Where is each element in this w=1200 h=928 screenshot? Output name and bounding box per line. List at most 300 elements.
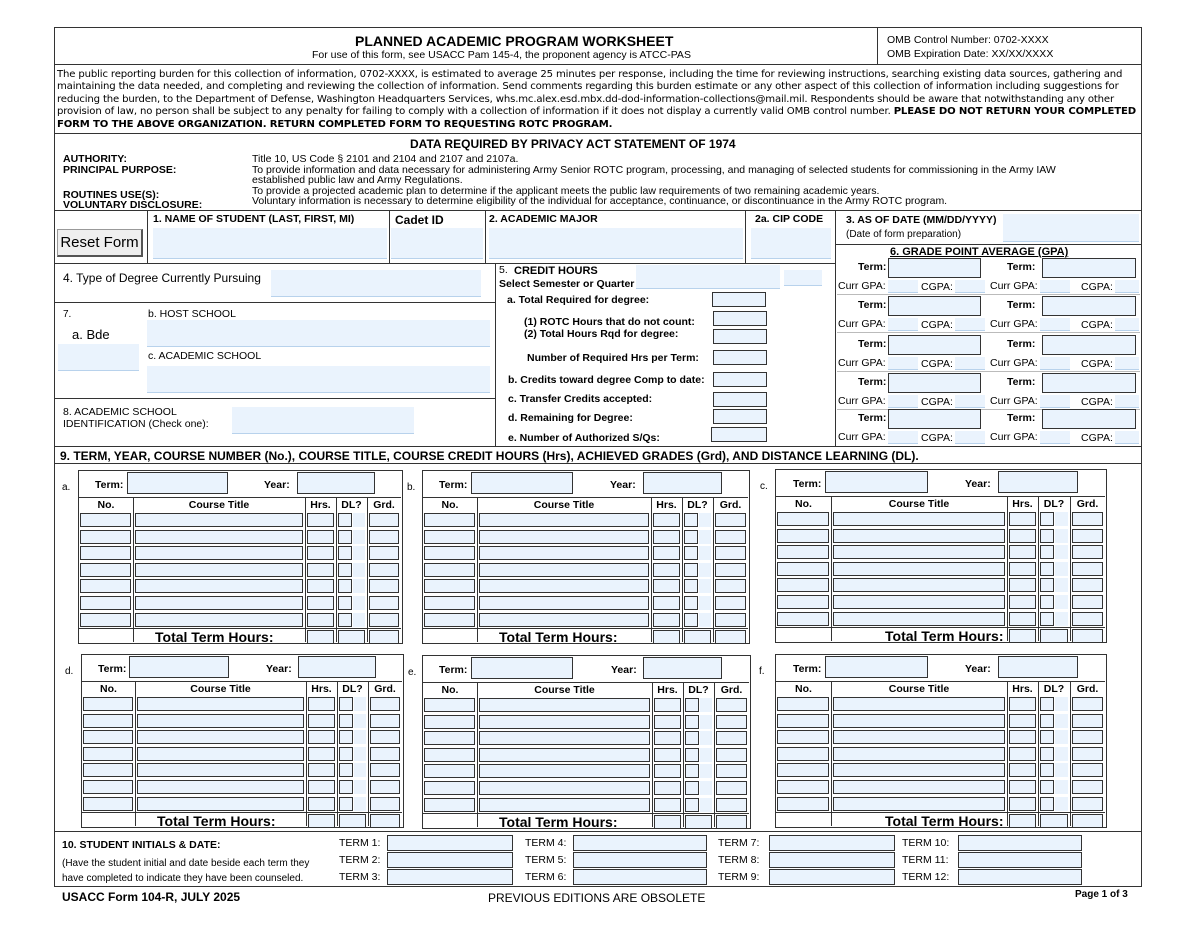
total-grade-input[interactable] [1072, 629, 1103, 643]
total-grade-input[interactable] [370, 814, 400, 828]
total-hours-input[interactable] [653, 630, 680, 644]
curr-gpa-input-1-2[interactable] [1040, 280, 1070, 293]
term-input-b[interactable] [471, 472, 573, 494]
year-input-f[interactable] [998, 656, 1078, 678]
host-school-input[interactable] [147, 320, 490, 347]
gpa-term-input-5-2[interactable] [1042, 409, 1136, 429]
dl-checkbox[interactable] [339, 747, 353, 761]
course-number-input[interactable] [777, 714, 829, 728]
course-number-input[interactable] [777, 797, 829, 811]
term-12-initials-input[interactable] [958, 869, 1082, 885]
course-title-input[interactable] [135, 530, 303, 544]
course-grade-input[interactable] [369, 530, 399, 544]
total-dl-input[interactable] [684, 630, 711, 644]
dl-checkbox[interactable] [684, 546, 698, 560]
dl-checkbox[interactable] [339, 697, 353, 711]
dl-checkbox[interactable] [684, 613, 698, 627]
dl-field[interactable] [353, 563, 365, 577]
dl-field[interactable] [700, 698, 712, 712]
cgpa-input-4-2[interactable] [1115, 395, 1139, 408]
course-title-input[interactable] [479, 764, 650, 778]
course-number-input[interactable] [424, 546, 475, 560]
gpa-term-input-3-2[interactable] [1042, 335, 1136, 355]
total-grade-input[interactable] [716, 815, 747, 829]
dl-checkbox[interactable] [1040, 780, 1054, 794]
course-grade-input[interactable] [369, 563, 399, 577]
term-11-initials-input[interactable] [958, 852, 1082, 868]
course-hours-input[interactable] [1009, 697, 1036, 711]
gpa-term-input-1-2[interactable] [1042, 258, 1136, 278]
cgpa-input-5-2[interactable] [1115, 431, 1139, 444]
dl-checkbox[interactable] [684, 579, 698, 593]
dl-field[interactable] [1055, 747, 1068, 761]
course-grade-input[interactable] [370, 714, 400, 728]
curr-gpa-input-1-1[interactable] [888, 280, 918, 293]
dl-checkbox[interactable] [1040, 595, 1054, 609]
course-hours-input[interactable] [1009, 578, 1036, 592]
course-number-input[interactable] [83, 730, 133, 744]
course-hours-input[interactable] [654, 715, 681, 729]
semester-quarter-extra-input[interactable] [784, 270, 822, 286]
course-hours-input[interactable] [307, 613, 334, 627]
remaining-degree-input[interactable] [713, 409, 767, 424]
course-grade-input[interactable] [370, 780, 400, 794]
course-hours-input[interactable] [307, 596, 334, 610]
year-input-c[interactable] [998, 471, 1078, 493]
dl-field[interactable] [353, 579, 365, 593]
dl-field[interactable] [699, 563, 711, 577]
course-number-input[interactable] [424, 698, 475, 712]
total-grade-input[interactable] [369, 630, 399, 644]
course-title-input[interactable] [833, 529, 1005, 543]
cgpa-input-1-1[interactable] [955, 280, 985, 293]
total-hours-input[interactable] [307, 630, 334, 644]
gpa-term-input-4-1[interactable] [888, 373, 981, 393]
dl-checkbox[interactable] [338, 596, 352, 610]
dl-checkbox[interactable] [1040, 529, 1054, 543]
course-hours-input[interactable] [307, 513, 334, 527]
curr-gpa-input-4-2[interactable] [1040, 395, 1070, 408]
course-number-input[interactable] [424, 579, 475, 593]
total-required-input[interactable] [712, 292, 766, 307]
course-title-input[interactable] [479, 698, 650, 712]
dl-field[interactable] [700, 781, 712, 795]
term-10-initials-input[interactable] [958, 835, 1082, 851]
course-grade-input[interactable] [715, 546, 746, 560]
course-title-input[interactable] [135, 546, 303, 560]
course-number-input[interactable] [777, 562, 829, 576]
cgpa-input-3-1[interactable] [955, 357, 985, 370]
dl-field[interactable] [1055, 697, 1068, 711]
course-title-input[interactable] [135, 513, 303, 527]
course-number-input[interactable] [83, 714, 133, 728]
course-title-input[interactable] [479, 731, 650, 745]
gpa-term-input-5-1[interactable] [888, 409, 981, 429]
course-title-input[interactable] [833, 714, 1005, 728]
dl-field[interactable] [1055, 730, 1068, 744]
course-grade-input[interactable] [370, 697, 400, 711]
year-input-b[interactable] [643, 472, 722, 494]
course-number-input[interactable] [777, 747, 829, 761]
dl-field[interactable] [700, 764, 712, 778]
course-hours-input[interactable] [654, 764, 681, 778]
course-hours-input[interactable] [1009, 562, 1036, 576]
course-grade-input[interactable] [369, 513, 399, 527]
total-grade-input[interactable] [715, 630, 746, 644]
degree-type-input[interactable] [271, 270, 481, 297]
semester-quarter-select[interactable] [636, 265, 780, 289]
course-grade-input[interactable] [370, 797, 400, 811]
dl-field[interactable] [1055, 578, 1068, 592]
gpa-term-input-2-2[interactable] [1042, 296, 1136, 316]
course-hours-input[interactable] [308, 797, 335, 811]
course-number-input[interactable] [424, 764, 475, 778]
dl-field[interactable] [354, 747, 366, 761]
dl-field[interactable] [1055, 529, 1068, 543]
course-grade-input[interactable] [1072, 797, 1103, 811]
term-9-initials-input[interactable] [769, 869, 895, 885]
course-hours-input[interactable] [1009, 612, 1036, 626]
course-number-input[interactable] [80, 613, 131, 627]
course-title-input[interactable] [135, 563, 303, 577]
total-hours-rqd-input[interactable] [713, 329, 767, 344]
course-grade-input[interactable] [715, 513, 746, 527]
dl-field[interactable] [1055, 797, 1068, 811]
cgpa-input-3-2[interactable] [1115, 357, 1139, 370]
course-hours-input[interactable] [308, 730, 335, 744]
course-grade-input[interactable] [1072, 545, 1103, 559]
course-grade-input[interactable] [715, 613, 746, 627]
course-hours-input[interactable] [1009, 512, 1036, 526]
term-input-c[interactable] [825, 471, 928, 493]
course-hours-input[interactable] [308, 780, 335, 794]
curr-gpa-input-3-2[interactable] [1040, 357, 1070, 370]
course-hours-input[interactable] [654, 781, 681, 795]
course-hours-input[interactable] [1009, 763, 1036, 777]
course-grade-input[interactable] [716, 764, 747, 778]
total-hours-input[interactable] [654, 815, 681, 829]
dl-checkbox[interactable] [1040, 545, 1054, 559]
course-title-input[interactable] [135, 579, 303, 593]
course-grade-input[interactable] [716, 798, 747, 812]
student-name-input[interactable] [153, 228, 387, 259]
cgpa-input-2-2[interactable] [1115, 318, 1139, 331]
dl-checkbox[interactable] [685, 698, 699, 712]
course-grade-input[interactable] [1072, 714, 1103, 728]
dl-checkbox[interactable] [338, 546, 352, 560]
bde-input[interactable] [58, 344, 139, 371]
course-hours-input[interactable] [653, 613, 680, 627]
course-hours-input[interactable] [654, 798, 681, 812]
dl-checkbox[interactable] [339, 763, 353, 777]
course-title-input[interactable] [833, 697, 1005, 711]
course-number-input[interactable] [83, 697, 133, 711]
course-title-input[interactable] [479, 513, 649, 527]
dl-field[interactable] [1055, 612, 1068, 626]
course-number-input[interactable] [424, 798, 475, 812]
course-number-input[interactable] [80, 579, 131, 593]
dl-checkbox[interactable] [685, 731, 699, 745]
course-number-input[interactable] [83, 797, 133, 811]
course-number-input[interactable] [80, 513, 131, 527]
course-grade-input[interactable] [1072, 512, 1103, 526]
course-grade-input[interactable] [370, 763, 400, 777]
course-title-input[interactable] [833, 747, 1005, 761]
dl-checkbox[interactable] [339, 780, 353, 794]
total-hours-input[interactable] [1009, 629, 1036, 643]
course-number-input[interactable] [777, 763, 829, 777]
course-hours-input[interactable] [653, 513, 680, 527]
course-title-input[interactable] [833, 562, 1005, 576]
dl-checkbox[interactable] [685, 764, 699, 778]
dl-checkbox[interactable] [339, 714, 353, 728]
course-grade-input[interactable] [370, 730, 400, 744]
term-input-d[interactable] [129, 656, 229, 678]
dl-checkbox[interactable] [684, 563, 698, 577]
dl-checkbox[interactable] [338, 613, 352, 627]
dl-field[interactable] [1055, 595, 1068, 609]
dl-field[interactable] [353, 596, 365, 610]
course-number-input[interactable] [83, 763, 133, 777]
course-title-input[interactable] [137, 797, 304, 811]
transfer-credits-input[interactable] [713, 392, 767, 407]
dl-checkbox[interactable] [338, 579, 352, 593]
term-5-initials-input[interactable] [573, 852, 707, 868]
course-title-input[interactable] [135, 596, 303, 610]
dl-checkbox[interactable] [1040, 578, 1054, 592]
course-grade-input[interactable] [1072, 529, 1103, 543]
course-number-input[interactable] [424, 613, 475, 627]
cgpa-input-4-1[interactable] [955, 395, 985, 408]
course-hours-input[interactable] [1009, 730, 1036, 744]
dl-checkbox[interactable] [339, 797, 353, 811]
course-hours-input[interactable] [307, 530, 334, 544]
course-grade-input[interactable] [715, 530, 746, 544]
dl-checkbox[interactable] [1040, 697, 1054, 711]
total-dl-input[interactable] [1040, 814, 1068, 828]
course-hours-input[interactable] [654, 698, 681, 712]
course-title-input[interactable] [479, 781, 650, 795]
dl-checkbox[interactable] [1040, 512, 1054, 526]
term-input-e[interactable] [471, 657, 573, 679]
course-title-input[interactable] [137, 730, 304, 744]
course-number-input[interactable] [424, 781, 475, 795]
course-hours-input[interactable] [307, 563, 334, 577]
term-6-initials-input[interactable] [573, 869, 707, 885]
dl-checkbox[interactable] [339, 730, 353, 744]
gpa-term-input-1-1[interactable] [888, 258, 981, 278]
course-title-input[interactable] [479, 798, 650, 812]
dl-field[interactable] [354, 763, 366, 777]
course-number-input[interactable] [424, 715, 475, 729]
course-title-input[interactable] [479, 748, 650, 762]
cadet-id-input[interactable] [391, 228, 483, 259]
course-grade-input[interactable] [1072, 578, 1103, 592]
cgpa-input-2-1[interactable] [955, 318, 985, 331]
course-number-input[interactable] [777, 595, 829, 609]
term-4-initials-input[interactable] [573, 835, 707, 851]
course-number-input[interactable] [83, 780, 133, 794]
course-grade-input[interactable] [369, 546, 399, 560]
dl-field[interactable] [353, 513, 365, 527]
course-hours-input[interactable] [1009, 714, 1036, 728]
course-hours-input[interactable] [653, 579, 680, 593]
dl-field[interactable] [700, 748, 712, 762]
course-title-input[interactable] [833, 512, 1005, 526]
gpa-term-input-2-1[interactable] [888, 296, 981, 316]
total-dl-input[interactable] [1040, 629, 1068, 643]
course-title-input[interactable] [479, 563, 649, 577]
course-number-input[interactable] [424, 748, 475, 762]
cgpa-input-1-2[interactable] [1115, 280, 1139, 293]
course-number-input[interactable] [80, 546, 131, 560]
course-hours-input[interactable] [654, 748, 681, 762]
course-number-input[interactable] [777, 512, 829, 526]
school-id-select[interactable] [232, 407, 414, 434]
authorized-sqs-input[interactable] [711, 427, 767, 442]
total-dl-input[interactable] [685, 815, 712, 829]
dl-field[interactable] [354, 714, 366, 728]
dl-checkbox[interactable] [1040, 730, 1054, 744]
course-hours-input[interactable] [653, 596, 680, 610]
course-hours-input[interactable] [308, 747, 335, 761]
dl-checkbox[interactable] [685, 748, 699, 762]
dl-checkbox[interactable] [1040, 612, 1054, 626]
dl-field[interactable] [354, 730, 366, 744]
course-title-input[interactable] [833, 578, 1005, 592]
dl-checkbox[interactable] [338, 513, 352, 527]
course-hours-input[interactable] [1009, 797, 1036, 811]
term-3-initials-input[interactable] [387, 869, 513, 885]
course-grade-input[interactable] [370, 747, 400, 761]
curr-gpa-input-2-1[interactable] [888, 318, 918, 331]
course-grade-input[interactable] [1072, 612, 1103, 626]
dl-checkbox[interactable] [684, 530, 698, 544]
dl-field[interactable] [353, 613, 365, 627]
dl-checkbox[interactable] [684, 596, 698, 610]
term-8-initials-input[interactable] [769, 852, 895, 868]
curr-gpa-input-3-1[interactable] [888, 357, 918, 370]
course-hours-input[interactable] [308, 714, 335, 728]
course-grade-input[interactable] [716, 748, 747, 762]
course-grade-input[interactable] [715, 563, 746, 577]
course-hours-input[interactable] [308, 697, 335, 711]
dl-field[interactable] [1055, 562, 1068, 576]
course-hours-input[interactable] [1009, 529, 1036, 543]
dl-field[interactable] [699, 546, 711, 560]
course-number-input[interactable] [80, 563, 131, 577]
course-number-input[interactable] [777, 545, 829, 559]
hrs-per-term-input[interactable] [713, 350, 767, 365]
reset-form-button[interactable]: Reset Form [57, 229, 143, 257]
year-input-e[interactable] [643, 657, 722, 679]
course-number-input[interactable] [777, 578, 829, 592]
course-hours-input[interactable] [1009, 747, 1036, 761]
course-hours-input[interactable] [1009, 595, 1036, 609]
course-hours-input[interactable] [1009, 545, 1036, 559]
course-grade-input[interactable] [369, 596, 399, 610]
cgpa-input-5-1[interactable] [955, 431, 985, 444]
dl-field[interactable] [1055, 512, 1068, 526]
dl-checkbox[interactable] [685, 781, 699, 795]
gpa-term-input-3-1[interactable] [888, 335, 981, 355]
course-hours-input[interactable] [307, 546, 334, 560]
term-2-initials-input[interactable] [387, 852, 513, 868]
course-grade-input[interactable] [716, 715, 747, 729]
course-hours-input[interactable] [653, 530, 680, 544]
dl-checkbox[interactable] [685, 715, 699, 729]
course-title-input[interactable] [479, 579, 649, 593]
course-number-input[interactable] [424, 563, 475, 577]
course-grade-input[interactable] [716, 781, 747, 795]
dl-field[interactable] [1055, 780, 1068, 794]
course-grade-input[interactable] [716, 731, 747, 745]
course-title-input[interactable] [479, 546, 649, 560]
course-number-input[interactable] [424, 731, 475, 745]
course-grade-input[interactable] [715, 596, 746, 610]
dl-field[interactable] [354, 797, 366, 811]
dl-field[interactable] [700, 715, 712, 729]
course-number-input[interactable] [777, 780, 829, 794]
dl-field[interactable] [353, 530, 365, 544]
course-hours-input[interactable] [307, 579, 334, 593]
year-input-d[interactable] [298, 656, 376, 678]
course-title-input[interactable] [137, 747, 304, 761]
course-title-input[interactable] [479, 613, 649, 627]
course-title-input[interactable] [833, 730, 1005, 744]
dl-field[interactable] [699, 579, 711, 593]
course-title-input[interactable] [135, 613, 303, 627]
course-grade-input[interactable] [1072, 763, 1103, 777]
course-hours-input[interactable] [653, 546, 680, 560]
curr-gpa-input-4-1[interactable] [888, 395, 918, 408]
course-grade-input[interactable] [369, 579, 399, 593]
dl-checkbox[interactable] [1040, 763, 1054, 777]
total-dl-input[interactable] [339, 814, 366, 828]
dl-field[interactable] [1055, 714, 1068, 728]
curr-gpa-input-5-1[interactable] [888, 431, 918, 444]
dl-field[interactable] [699, 530, 711, 544]
dl-field[interactable] [700, 731, 712, 745]
dl-checkbox[interactable] [338, 563, 352, 577]
dl-checkbox[interactable] [1040, 797, 1054, 811]
course-number-input[interactable] [777, 730, 829, 744]
year-input-a[interactable] [297, 472, 375, 494]
course-title-input[interactable] [137, 780, 304, 794]
course-grade-input[interactable] [369, 613, 399, 627]
dl-checkbox[interactable] [1040, 714, 1054, 728]
course-grade-input[interactable] [1072, 780, 1103, 794]
course-grade-input[interactable] [1072, 595, 1103, 609]
dl-field[interactable] [354, 780, 366, 794]
course-number-input[interactable] [80, 530, 131, 544]
course-hours-input[interactable] [654, 731, 681, 745]
dl-checkbox[interactable] [338, 530, 352, 544]
dl-field[interactable] [699, 596, 711, 610]
dl-field[interactable] [1055, 763, 1068, 777]
course-number-input[interactable] [83, 747, 133, 761]
course-title-input[interactable] [833, 780, 1005, 794]
dl-field[interactable] [699, 613, 711, 627]
course-title-input[interactable] [833, 612, 1005, 626]
credits-to-date-input[interactable] [713, 372, 767, 387]
dl-field[interactable] [1055, 545, 1068, 559]
course-title-input[interactable] [833, 797, 1005, 811]
course-title-input[interactable] [833, 545, 1005, 559]
total-dl-input[interactable] [338, 630, 365, 644]
dl-checkbox[interactable] [684, 513, 698, 527]
course-number-input[interactable] [424, 530, 475, 544]
